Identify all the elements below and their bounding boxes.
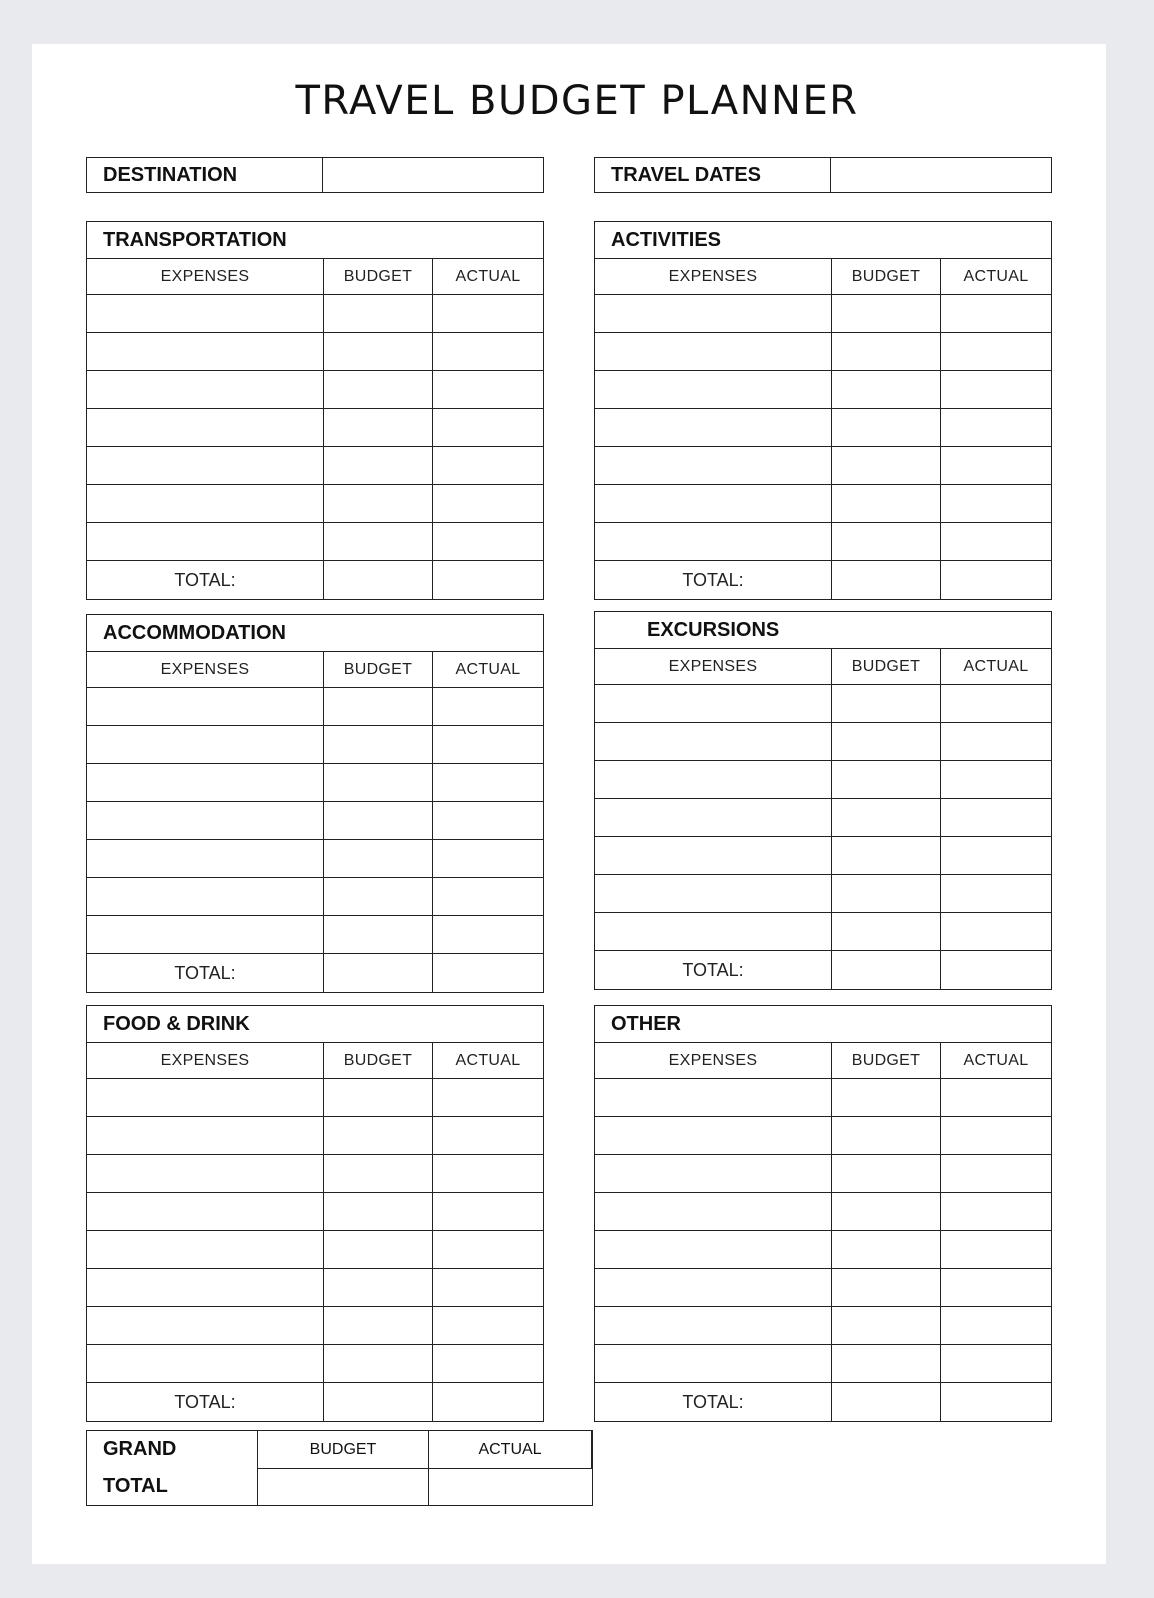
transportation-row-3-budget-cell[interactable] (324, 371, 433, 409)
excursions-row-4-budget-cell[interactable] (832, 799, 941, 837)
food-drink-row-3-actual-cell[interactable] (433, 1155, 543, 1193)
section-activities (594, 221, 1052, 600)
other-row-7-budget-cell[interactable] (832, 1307, 941, 1345)
transportation-row-6-expense-cell[interactable] (87, 485, 324, 523)
accommodation-row-7-actual-cell[interactable] (433, 916, 543, 954)
other-row-5-actual-cell[interactable] (941, 1231, 1051, 1269)
excursions-row-5-actual-cell[interactable] (941, 837, 1051, 875)
other-row-5-expense-cell[interactable] (595, 1231, 832, 1269)
accommodation-row-4-budget-cell[interactable] (324, 802, 433, 840)
activities-row-7-expense-cell[interactable] (595, 523, 832, 561)
food-drink-row-5-budget-cell[interactable] (324, 1231, 433, 1269)
transportation-row-5-actual-cell[interactable] (433, 447, 543, 485)
travel-dates-field (594, 157, 1052, 193)
accommodation-budget-header: BUDGET (324, 652, 433, 688)
destination-field (86, 157, 544, 193)
other-total-actual-cell[interactable] (941, 1383, 1051, 1421)
excursions-row-4-expense-cell[interactable] (595, 799, 832, 837)
activities-budget-header: BUDGET (832, 259, 941, 295)
transportation-row-6-actual-cell[interactable] (433, 485, 543, 523)
grand-total-label-line1: GRAND (103, 1438, 177, 1460)
transportation-row-4-expense-cell[interactable] (87, 409, 324, 447)
grand-total-label-line2: TOTAL (103, 1475, 168, 1497)
excursions-row-6-expense-cell[interactable] (595, 875, 832, 913)
food-drink-title: FOOD & DRINK (87, 1006, 543, 1043)
transportation-total-budget-cell[interactable] (324, 561, 433, 599)
food-drink-row-3-expense-cell[interactable] (87, 1155, 324, 1193)
accommodation-row-5-budget-cell[interactable] (324, 840, 433, 878)
transportation-row-1-expense-cell[interactable] (87, 295, 324, 333)
other-row-2-budget-cell[interactable] (832, 1117, 941, 1155)
accommodation-row-1-budget-cell[interactable] (324, 688, 433, 726)
activities-row-3-expense-cell[interactable] (595, 371, 832, 409)
other-row-1-actual-cell[interactable] (941, 1079, 1051, 1117)
activities-row-4-expense-cell[interactable] (595, 409, 832, 447)
excursions-row-6-actual-cell[interactable] (941, 875, 1051, 913)
other-row-1-budget-cell[interactable] (832, 1079, 941, 1117)
accommodation-total-label: TOTAL: (87, 954, 324, 992)
activities-total-budget-cell[interactable] (832, 561, 941, 599)
transportation-row-1-actual-cell[interactable] (433, 295, 543, 333)
excursions-row-5-budget-cell[interactable] (832, 837, 941, 875)
accommodation-row-2-expense-cell[interactable] (87, 726, 324, 764)
other-row-4-budget-cell[interactable] (832, 1193, 941, 1231)
travel-dates-label: TRAVEL DATES (595, 158, 831, 192)
transportation-row-2-actual-cell[interactable] (433, 333, 543, 371)
travel-dates-input[interactable] (831, 158, 1051, 192)
food-drink-row-1-actual-cell[interactable] (433, 1079, 543, 1117)
transportation-row-5-budget-cell[interactable] (324, 447, 433, 485)
other-row-6-actual-cell[interactable] (941, 1269, 1051, 1307)
other-row-2-actual-cell[interactable] (941, 1117, 1051, 1155)
accommodation-total-budget-cell[interactable] (324, 954, 433, 992)
transportation-row-3-actual-cell[interactable] (433, 371, 543, 409)
food-drink-total-budget-cell[interactable] (324, 1383, 433, 1421)
activities-row-4-actual-cell[interactable] (941, 409, 1051, 447)
food-drink-actual-header: ACTUAL (433, 1043, 543, 1079)
excursions-row-4-actual-cell[interactable] (941, 799, 1051, 837)
excursions-row-3-actual-cell[interactable] (941, 761, 1051, 799)
other-row-7-expense-cell[interactable] (595, 1307, 832, 1345)
other-row-4-actual-cell[interactable] (941, 1193, 1051, 1231)
accommodation-expenses-header: EXPENSES (87, 652, 324, 688)
accommodation-row-7-expense-cell[interactable] (87, 916, 324, 954)
accommodation-row-1-expense-cell[interactable] (87, 688, 324, 726)
activities-total-actual-cell[interactable] (941, 561, 1051, 599)
food-drink-row-4-expense-cell[interactable] (87, 1193, 324, 1231)
accommodation-row-6-budget-cell[interactable] (324, 878, 433, 916)
excursions-actual-header: ACTUAL (941, 649, 1051, 685)
excursions-row-2-expense-cell[interactable] (595, 723, 832, 761)
other-total-label: TOTAL: (595, 1383, 832, 1421)
section-food-drink (86, 1005, 544, 1422)
other-row-4-expense-cell[interactable] (595, 1193, 832, 1231)
food-drink-table (87, 1043, 543, 1421)
excursions-title: EXCURSIONS (595, 612, 1051, 649)
other-row-8-expense-cell[interactable] (595, 1345, 832, 1383)
grand-total-actual-header: ACTUAL (429, 1431, 592, 1469)
excursions-total-actual-cell[interactable] (941, 951, 1051, 989)
transportation-total-label: TOTAL: (87, 561, 324, 599)
food-drink-row-4-budget-cell[interactable] (324, 1193, 433, 1231)
food-drink-row-6-expense-cell[interactable] (87, 1269, 324, 1307)
activities-row-2-expense-cell[interactable] (595, 333, 832, 371)
destination-label: DESTINATION (87, 158, 323, 192)
accommodation-table (87, 652, 543, 992)
excursions-table (595, 649, 1051, 989)
other-row-7-actual-cell[interactable] (941, 1307, 1051, 1345)
transportation-row-2-expense-cell[interactable] (87, 333, 324, 371)
food-drink-row-7-actual-cell[interactable] (433, 1307, 543, 1345)
activities-row-6-expense-cell[interactable] (595, 485, 832, 523)
food-drink-row-2-actual-cell[interactable] (433, 1117, 543, 1155)
other-table (595, 1043, 1051, 1421)
excursions-row-7-expense-cell[interactable] (595, 913, 832, 951)
food-drink-total-actual-cell[interactable] (433, 1383, 543, 1421)
activities-row-7-actual-cell[interactable] (941, 523, 1051, 561)
transportation-row-1-budget-cell[interactable] (324, 295, 433, 333)
other-row-3-budget-cell[interactable] (832, 1155, 941, 1193)
other-row-5-budget-cell[interactable] (832, 1231, 941, 1269)
accommodation-row-6-actual-cell[interactable] (433, 878, 543, 916)
accommodation-row-5-actual-cell[interactable] (433, 840, 543, 878)
other-row-8-actual-cell[interactable] (941, 1345, 1051, 1383)
food-drink-row-7-expense-cell[interactable] (87, 1307, 324, 1345)
transportation-total-actual-cell[interactable] (433, 561, 543, 599)
activities-row-4-budget-cell[interactable] (832, 409, 941, 447)
accommodation-row-5-expense-cell[interactable] (87, 840, 324, 878)
other-row-6-expense-cell[interactable] (595, 1269, 832, 1307)
transportation-row-4-actual-cell[interactable] (433, 409, 543, 447)
activities-row-3-budget-cell[interactable] (832, 371, 941, 409)
accommodation-row-2-budget-cell[interactable] (324, 726, 433, 764)
activities-row-6-actual-cell[interactable] (941, 485, 1051, 523)
activities-row-5-expense-cell[interactable] (595, 447, 832, 485)
other-row-2-expense-cell[interactable] (595, 1117, 832, 1155)
food-drink-row-8-budget-cell[interactable] (324, 1345, 433, 1383)
grand-total-table (86, 1430, 593, 1506)
other-row-3-actual-cell[interactable] (941, 1155, 1051, 1193)
destination-input[interactable] (323, 158, 543, 192)
food-drink-budget-header: BUDGET (324, 1043, 433, 1079)
food-drink-row-6-actual-cell[interactable] (433, 1269, 543, 1307)
other-title: OTHER (595, 1006, 1051, 1043)
excursions-row-1-expense-cell[interactable] (595, 685, 832, 723)
food-drink-row-3-budget-cell[interactable] (324, 1155, 433, 1193)
excursions-row-5-expense-cell[interactable] (595, 837, 832, 875)
activities-row-1-actual-cell[interactable] (941, 295, 1051, 333)
transportation-row-4-budget-cell[interactable] (324, 409, 433, 447)
transportation-expenses-header: EXPENSES (87, 259, 324, 295)
grand-total-budget-cell[interactable] (258, 1469, 429, 1505)
accommodation-total-actual-cell[interactable] (433, 954, 543, 992)
food-drink-row-2-budget-cell[interactable] (324, 1117, 433, 1155)
grand-total-actual-cell[interactable] (429, 1469, 592, 1505)
other-budget-header: BUDGET (832, 1043, 941, 1079)
transportation-actual-header: ACTUAL (433, 259, 543, 295)
activities-row-1-budget-cell[interactable] (832, 295, 941, 333)
excursions-row-2-budget-cell[interactable] (832, 723, 941, 761)
accommodation-row-3-actual-cell[interactable] (433, 764, 543, 802)
accommodation-row-1-actual-cell[interactable] (433, 688, 543, 726)
excursions-expenses-header: EXPENSES (595, 649, 832, 685)
accommodation-row-2-actual-cell[interactable] (433, 726, 543, 764)
food-drink-row-8-expense-cell[interactable] (87, 1345, 324, 1383)
excursions-row-6-budget-cell[interactable] (832, 875, 941, 913)
accommodation-row-3-budget-cell[interactable] (324, 764, 433, 802)
transportation-budget-header: BUDGET (324, 259, 433, 295)
accommodation-row-6-expense-cell[interactable] (87, 878, 324, 916)
excursions-row-3-expense-cell[interactable] (595, 761, 832, 799)
activities-actual-header: ACTUAL (941, 259, 1051, 295)
activities-row-2-actual-cell[interactable] (941, 333, 1051, 371)
accommodation-row-4-actual-cell[interactable] (433, 802, 543, 840)
activities-row-1-expense-cell[interactable] (595, 295, 832, 333)
other-expenses-header: EXPENSES (595, 1043, 832, 1079)
food-drink-row-8-actual-cell[interactable] (433, 1345, 543, 1383)
activities-row-3-actual-cell[interactable] (941, 371, 1051, 409)
accommodation-row-3-expense-cell[interactable] (87, 764, 324, 802)
transportation-row-7-expense-cell[interactable] (87, 523, 324, 561)
excursions-total-label: TOTAL: (595, 951, 832, 989)
activities-row-7-budget-cell[interactable] (832, 523, 941, 561)
section-accommodation (86, 614, 544, 993)
transportation-row-7-actual-cell[interactable] (433, 523, 543, 561)
excursions-row-2-actual-cell[interactable] (941, 723, 1051, 761)
food-drink-row-1-expense-cell[interactable] (87, 1079, 324, 1117)
activities-table (595, 259, 1051, 599)
other-row-8-budget-cell[interactable] (832, 1345, 941, 1383)
food-drink-row-2-expense-cell[interactable] (87, 1117, 324, 1155)
food-drink-row-6-budget-cell[interactable] (324, 1269, 433, 1307)
excursions-row-7-actual-cell[interactable] (941, 913, 1051, 951)
section-other (594, 1005, 1052, 1422)
food-drink-row-1-budget-cell[interactable] (324, 1079, 433, 1117)
food-drink-row-7-budget-cell[interactable] (324, 1307, 433, 1345)
excursions-row-3-budget-cell[interactable] (832, 761, 941, 799)
excursions-row-7-budget-cell[interactable] (832, 913, 941, 951)
food-drink-total-label: TOTAL: (87, 1383, 324, 1421)
excursions-row-1-actual-cell[interactable] (941, 685, 1051, 723)
transportation-row-3-expense-cell[interactable] (87, 371, 324, 409)
food-drink-row-5-expense-cell[interactable] (87, 1231, 324, 1269)
accommodation-title: ACCOMMODATION (87, 615, 543, 652)
other-total-budget-cell[interactable] (832, 1383, 941, 1421)
food-drink-row-5-actual-cell[interactable] (433, 1231, 543, 1269)
activities-total-label: TOTAL: (595, 561, 832, 599)
transportation-title: TRANSPORTATION (87, 222, 543, 259)
transportation-row-2-budget-cell[interactable] (324, 333, 433, 371)
accommodation-row-7-budget-cell[interactable] (324, 916, 433, 954)
accommodation-actual-header: ACTUAL (433, 652, 543, 688)
food-drink-row-4-actual-cell[interactable] (433, 1193, 543, 1231)
other-row-3-expense-cell[interactable] (595, 1155, 832, 1193)
excursions-budget-header: BUDGET (832, 649, 941, 685)
excursions-total-budget-cell[interactable] (832, 951, 941, 989)
other-row-1-expense-cell[interactable] (595, 1079, 832, 1117)
excursions-row-1-budget-cell[interactable] (832, 685, 941, 723)
activities-row-6-budget-cell[interactable] (832, 485, 941, 523)
transportation-table (87, 259, 543, 599)
accommodation-row-4-expense-cell[interactable] (87, 802, 324, 840)
transportation-row-7-budget-cell[interactable] (324, 523, 433, 561)
other-actual-header: ACTUAL (941, 1043, 1051, 1079)
activities-row-5-actual-cell[interactable] (941, 447, 1051, 485)
activities-title: ACTIVITIES (595, 222, 1051, 259)
transportation-row-5-expense-cell[interactable] (87, 447, 324, 485)
food-drink-expenses-header: EXPENSES (87, 1043, 324, 1079)
transportation-row-6-budget-cell[interactable] (324, 485, 433, 523)
activities-row-2-budget-cell[interactable] (832, 333, 941, 371)
other-row-6-budget-cell[interactable] (832, 1269, 941, 1307)
activities-row-5-budget-cell[interactable] (832, 447, 941, 485)
grand-total-label (87, 1431, 258, 1505)
page-title: TRAVEL BUDGET PLANNER (295, 78, 859, 124)
activities-expenses-header: EXPENSES (595, 259, 832, 295)
grand-total-budget-header: BUDGET (258, 1431, 429, 1469)
section-excursions (594, 611, 1052, 990)
section-transportation (86, 221, 544, 600)
